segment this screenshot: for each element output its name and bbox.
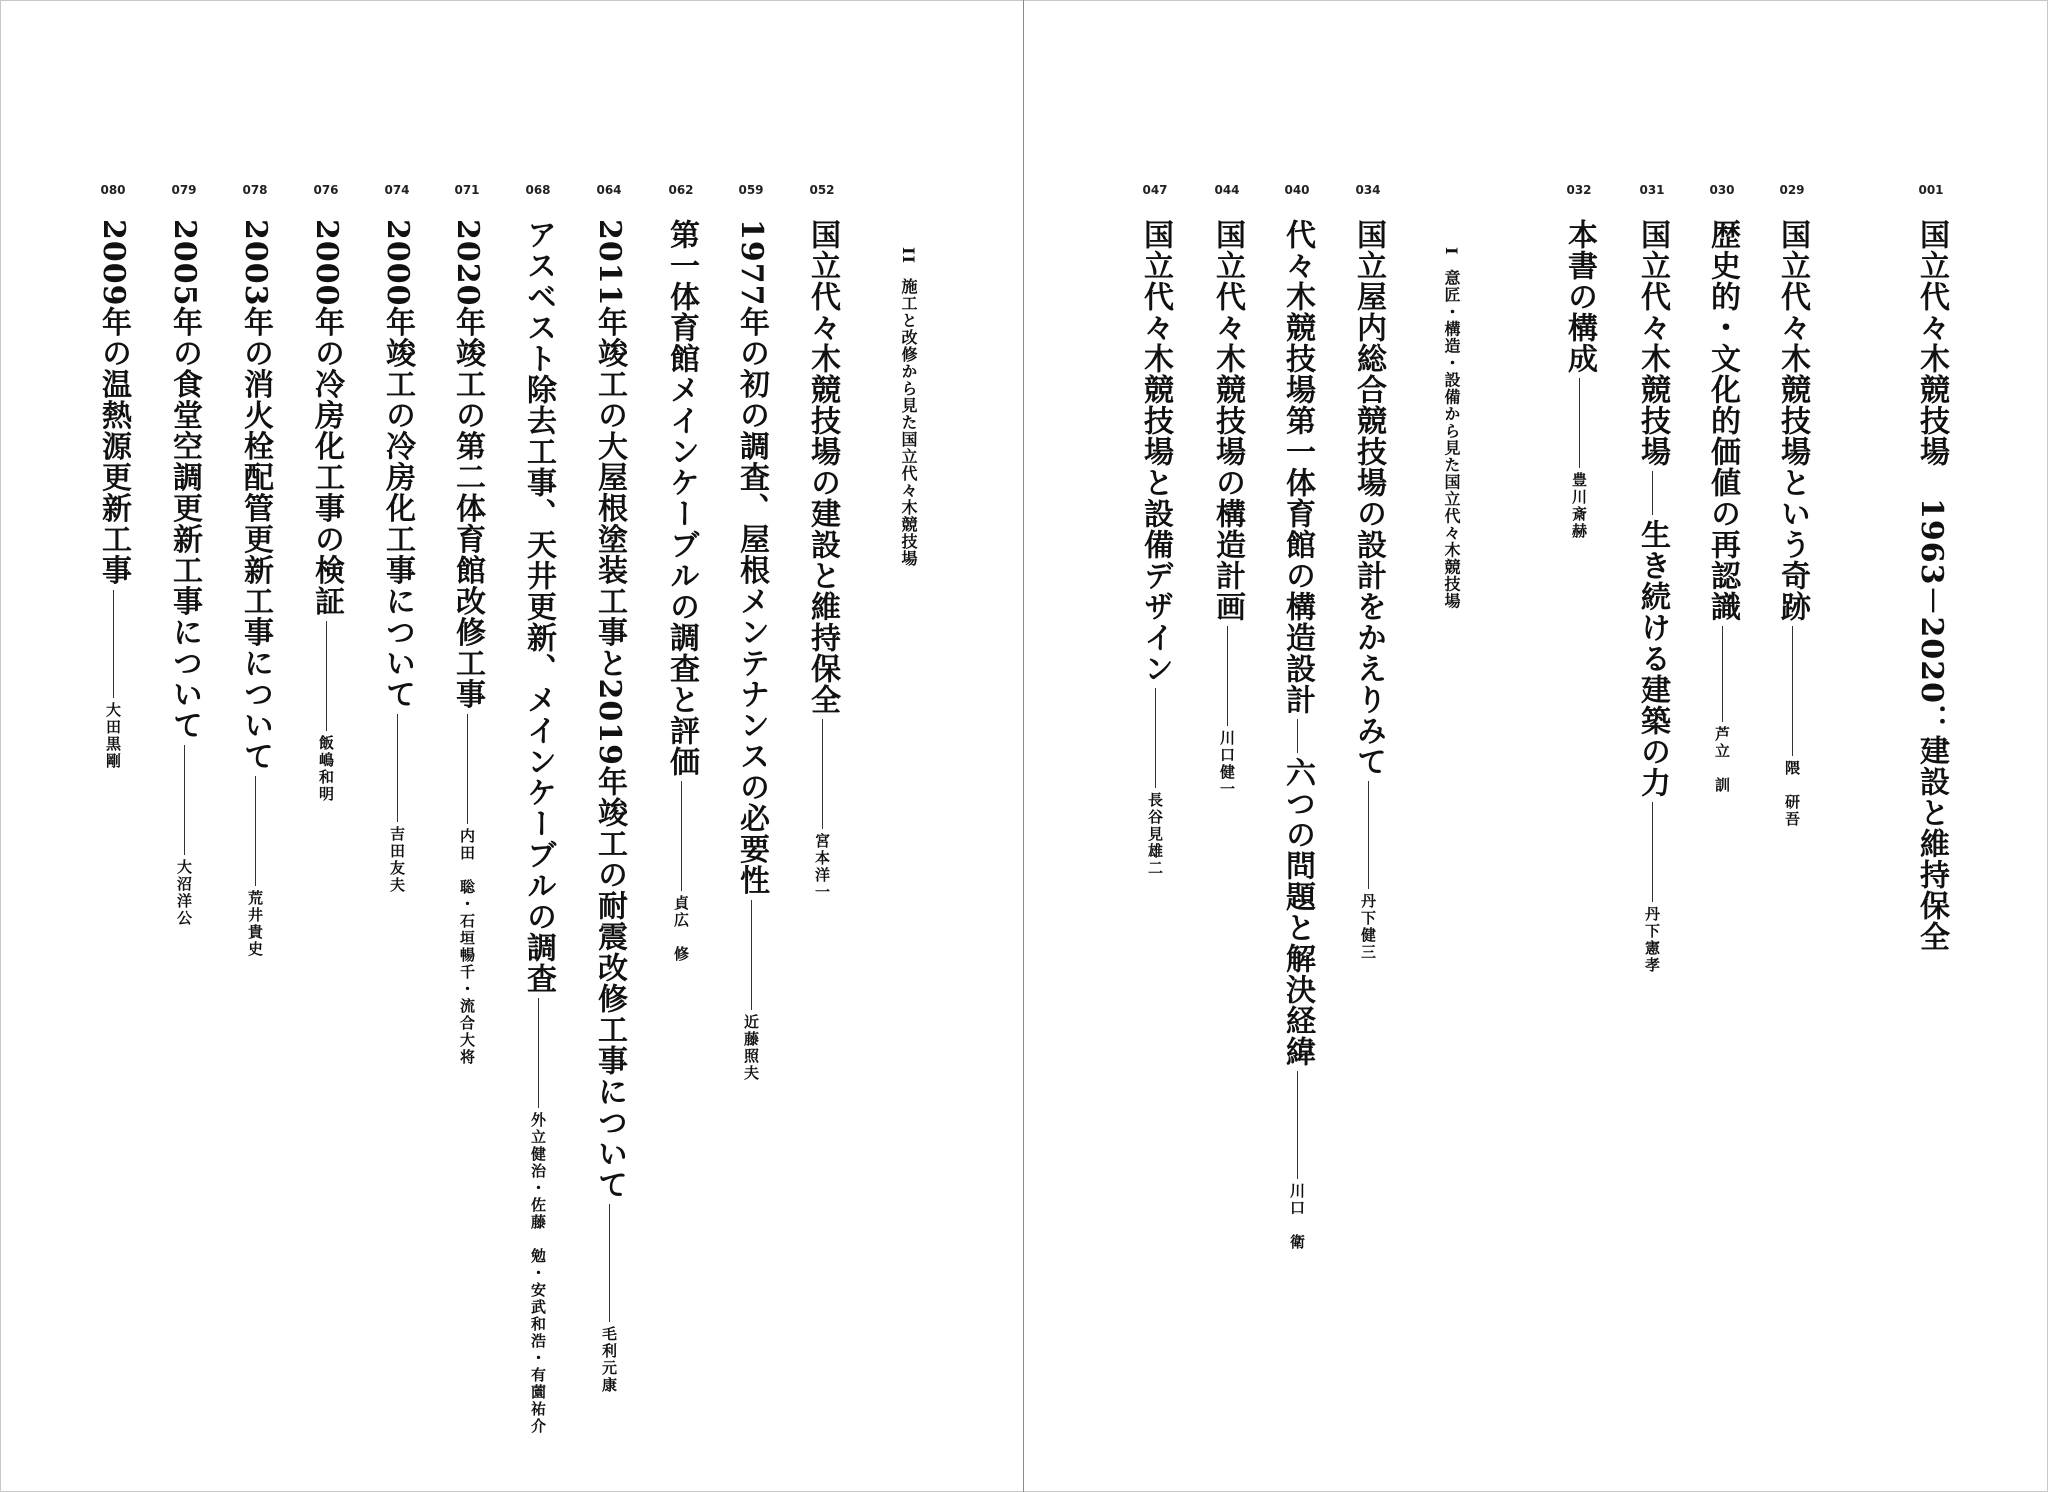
page-number: 071 — [454, 183, 480, 197]
entry-title: 国立代々木競技場の建設と維持保全 — [805, 219, 840, 715]
leader-rule — [1368, 781, 1369, 889]
entry-author: 長谷見雄二 — [1146, 792, 1164, 877]
entry-title: 2003年の消火栓配管更新工事について — [238, 219, 273, 772]
leader-rule — [1155, 688, 1156, 788]
leader-rule — [1227, 626, 1228, 726]
entry-column — [449, 219, 485, 1066]
page-number: 080 — [100, 183, 126, 197]
page-number: 034 — [1355, 183, 1381, 197]
entry-title: 国立代々木競技場 — [1635, 219, 1670, 467]
page-number: 079 — [171, 183, 197, 197]
page-number: 031 — [1639, 183, 1665, 197]
entry-author: 荒井貴史 — [246, 889, 264, 958]
page-number: 076 — [313, 183, 339, 197]
section-numeral: I — [1442, 247, 1461, 256]
entry-author: 隈 研吾 — [1783, 760, 1801, 828]
entry-author: 大田黒剛 — [104, 701, 122, 770]
entry-author: 丹下健三 — [1359, 893, 1377, 961]
leader-rule — [681, 781, 682, 891]
page-number: 047 — [1142, 183, 1168, 197]
entry-title: 2000年竣工の冷房化工事について — [380, 219, 415, 710]
entry-author: 吉田友夫 — [388, 825, 406, 894]
entry-author: 豊川斎赫 — [1570, 472, 1588, 540]
leader-rule — [1792, 626, 1793, 756]
entry-column — [733, 219, 769, 1082]
entry-author: 丹下憲孝 — [1643, 906, 1661, 974]
section-numeral: II — [899, 247, 918, 264]
entry-column — [1209, 219, 1245, 798]
entry-column — [237, 219, 273, 958]
page-number: 064 — [596, 183, 622, 197]
leader-rule — [822, 719, 823, 829]
section-heading-2 — [898, 247, 918, 567]
entry-author: 飯嶋和明 — [317, 734, 335, 803]
entry-column — [1704, 219, 1740, 794]
page-number: 052 — [809, 183, 835, 197]
leader-rule — [184, 745, 185, 855]
entry-column — [308, 219, 344, 803]
entry-column — [1279, 219, 1315, 1251]
page-number: 078 — [242, 183, 268, 197]
entry-column — [520, 219, 556, 1435]
entry-title: 国立代々木競技場 1963－2020：建設と維持保全 — [1914, 219, 1949, 952]
entry-title: 2020年竣工の第二体育館改修工事 — [450, 219, 485, 710]
entry-column — [804, 219, 840, 901]
entry-title: 2009年の温熱源更新工事 — [96, 219, 131, 586]
entry-author: 川口 衛 — [1288, 1183, 1306, 1251]
page-gutter — [1023, 0, 1024, 1492]
entry-title: 国立代々木競技場の構造計画 — [1210, 219, 1245, 622]
page-number: 029 — [1779, 183, 1805, 197]
entry-title: 国立代々木競技場と設備デザイン — [1138, 219, 1173, 684]
page-number: 001 — [1918, 183, 1944, 197]
section-heading-1 — [1441, 247, 1461, 609]
entry-title: 代々木競技場第一体育館の構造設計 — [1280, 219, 1315, 715]
leader-rule — [1652, 471, 1653, 515]
leader-rule — [1297, 719, 1298, 753]
leader-rule — [113, 590, 114, 698]
entry-author: 近藤照夫 — [742, 1013, 760, 1082]
entry-title: 国立屋内総合競技場の設計をかえりみて — [1351, 219, 1386, 777]
entry-author: 芦立 訓 — [1713, 726, 1731, 794]
entry-author: 毛利元康 — [600, 1326, 618, 1394]
page-number: 032 — [1566, 183, 1592, 197]
page-number: 068 — [525, 183, 551, 197]
entry-title: アスベスト除去工事、天井更新、メインケーブルの調査 — [521, 219, 556, 994]
entry-column — [1913, 219, 1949, 952]
entry-author: 大沼洋公 — [175, 858, 193, 927]
entry-column — [95, 219, 131, 770]
entry-column — [1561, 219, 1597, 540]
entry-column — [166, 219, 202, 927]
entry-title: 2011年竣工の大屋根塗装工事と2019年竣工の耐震改修工事について — [592, 219, 627, 1200]
page-number: 059 — [738, 183, 764, 197]
entry-title: 第一体育館メインケーブルの調査と評価 — [664, 219, 699, 777]
entry-column — [379, 219, 415, 894]
leader-rule — [326, 621, 327, 731]
leader-rule — [1722, 626, 1723, 722]
page-number: 044 — [1214, 183, 1240, 197]
leader-rule — [467, 714, 468, 824]
entry-title: 2000年の冷房化工事の検証 — [309, 219, 344, 617]
entry-column — [663, 219, 699, 963]
entry-author: 宮本洋一 — [813, 833, 831, 901]
page-number: 074 — [384, 183, 410, 197]
page-number: 030 — [1709, 183, 1735, 197]
entry-subtitle: 生き続ける建築の力 — [1635, 519, 1670, 798]
leader-rule — [255, 776, 256, 886]
page-number: 040 — [1284, 183, 1310, 197]
entry-title: 国立代々木競技場という奇跡 — [1775, 219, 1810, 622]
entry-author: 内田 聡・石垣暢千・流合大将 — [458, 827, 476, 1066]
entry-title: 1977年の初の調査、屋根メンテナンスの必要性 — [734, 219, 769, 896]
entry-column — [591, 219, 627, 1394]
entry-column — [1137, 219, 1173, 877]
entry-author: 外立健治・佐藤 勉・安武和浩・有薗祐介 — [529, 1112, 547, 1435]
entry-title: 歴史的・文化的価値の再認識 — [1705, 219, 1740, 622]
leader-rule — [1297, 1071, 1298, 1179]
page-number: 062 — [668, 183, 694, 197]
entry-column — [1774, 219, 1810, 828]
leader-rule — [397, 714, 398, 822]
leader-rule — [609, 1204, 610, 1322]
leader-rule — [1579, 378, 1580, 468]
entry-title: 2005年の食堂空調更新工事について — [167, 219, 202, 741]
entry-author: 川口健一 — [1218, 730, 1236, 798]
entry-subtitle: 六つの問題と解決経緯 — [1280, 757, 1315, 1067]
leader-rule — [1652, 802, 1653, 902]
leader-rule — [751, 900, 752, 1010]
entry-column — [1350, 219, 1386, 961]
entry-column — [1634, 219, 1670, 974]
entry-title: 本書の構成 — [1562, 219, 1597, 374]
section-label: 意匠・構造・設備から見た国立代々木競技場 — [1442, 269, 1461, 610]
section-label: 施工と改修から見た国立代々木競技場 — [899, 277, 918, 567]
entry-author: 貞広 修 — [672, 895, 690, 963]
leader-rule — [538, 998, 539, 1108]
